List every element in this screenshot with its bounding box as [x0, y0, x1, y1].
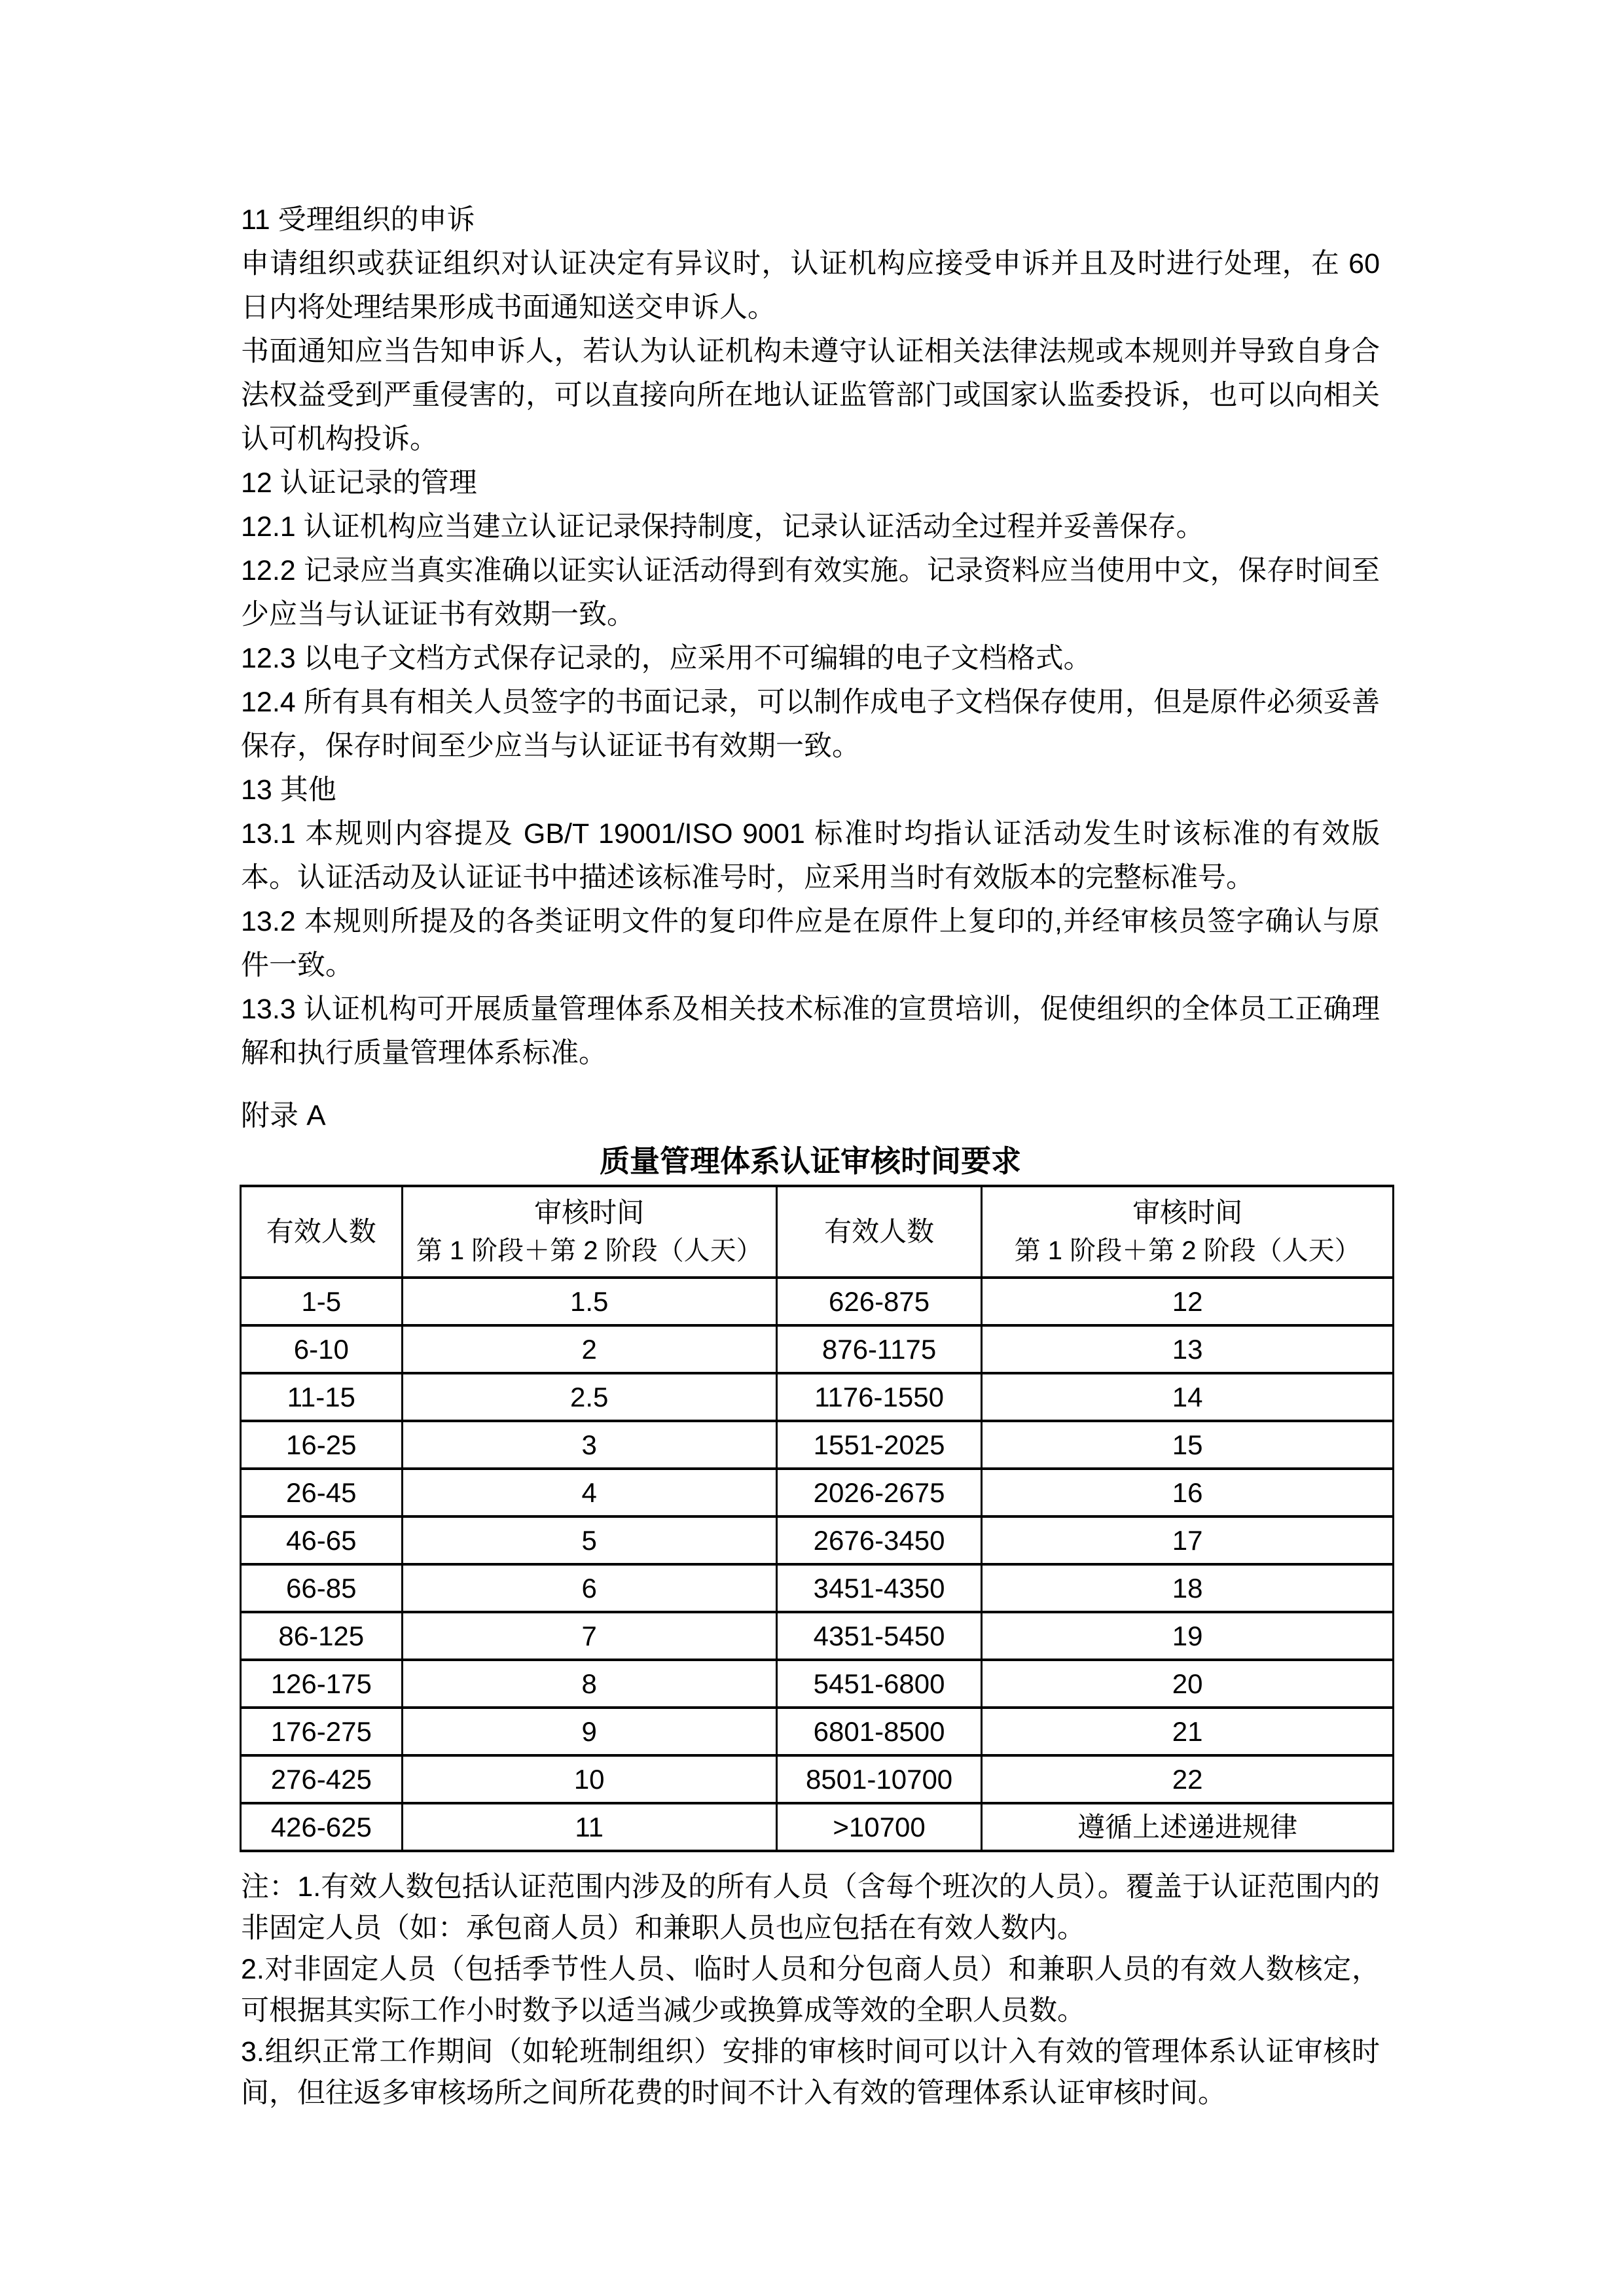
table-row: [241, 1660, 1394, 1708]
column-header: [982, 1186, 1394, 1278]
table-cell: 8501-10700: [776, 1755, 981, 1803]
table-cell: 66-85: [241, 1564, 403, 1612]
table-cell: 1551-2025: [776, 1421, 981, 1469]
body-paragraph: 12.2 记录应当真实准确以证实认证活动得到有效实施。记录资料应当使用中文，保存时间至少应当与认证证书有效期一致。: [241, 555, 1380, 630]
table-title: 质量管理体系认证审核时间要求: [600, 1144, 1021, 1178]
table-notes: [241, 1867, 1380, 2114]
column-header-title: 审核时间: [1132, 1197, 1243, 1228]
table-row: [241, 1325, 1394, 1373]
body-paragraph: 13 其他: [241, 774, 336, 806]
table-row: [241, 1755, 1394, 1803]
column-header-subtitle: 第 1 阶段＋第 2 阶段（人天）: [416, 1236, 763, 1265]
table-cell: 6-10: [241, 1325, 403, 1373]
table-row: [241, 1278, 1394, 1325]
body-paragraph: 书面通知应当告知申诉人，若认为认证机构未遵守认证相关法律法规或本规则并导致自身合法权益受到严重侵害的，可以直接向所在地认证监管部门或国家认监委投诉，也可以向相关认可机构投诉。: [241, 336, 1380, 455]
table-cell: 10: [402, 1755, 776, 1803]
body-paragraph: 12.4 所有具有相关人员签字的书面记录，可以制作成电子文档保存使用，但是原件必须妥善保存，保存时间至少应当与认证证书有效期一致。: [241, 687, 1380, 762]
body-paragraphs: [241, 198, 1380, 1075]
table-row: [241, 1469, 1394, 1516]
column-header-title: 有效人数: [266, 1216, 376, 1247]
column-header-subtitle: 第 1 阶段＋第 2 阶段（人天）: [1014, 1236, 1361, 1265]
table-cell: 626-875: [776, 1278, 981, 1325]
table-row: [241, 1373, 1394, 1421]
table-cell: 21: [982, 1708, 1394, 1755]
table-cell: 19: [982, 1612, 1394, 1660]
column-header: [241, 1186, 403, 1278]
table-cell: 276-425: [241, 1755, 403, 1803]
table-cell: 20: [982, 1660, 1394, 1708]
table-cell: 7: [402, 1612, 776, 1660]
appendix-label: 附录 A: [241, 1100, 326, 1132]
audit-time-table-header: [241, 1186, 1394, 1278]
table-cell: 2676-3450: [776, 1516, 981, 1564]
table-cell: 8: [402, 1660, 776, 1708]
table-cell: 4351-5450: [776, 1612, 981, 1660]
table-cell: 126-175: [241, 1660, 403, 1708]
table-cell: 17: [982, 1516, 1394, 1564]
table-cell: 16-25: [241, 1421, 403, 1469]
table-cell: 11: [402, 1803, 776, 1851]
table-cell: >10700: [776, 1803, 981, 1851]
table-cell: 2: [402, 1325, 776, 1373]
table-cell: 876-1175: [776, 1325, 981, 1373]
table-row: [241, 1421, 1394, 1469]
table-row: [241, 1516, 1394, 1564]
table-cell: 12: [982, 1278, 1394, 1325]
table-cell: 9: [402, 1708, 776, 1755]
table-cell: 6: [402, 1564, 776, 1612]
table-cell: 3451-4350: [776, 1564, 981, 1612]
table-cell: 5: [402, 1516, 776, 1564]
table-cell: 2.5: [402, 1373, 776, 1421]
table-row: [241, 1564, 1394, 1612]
table-cell: 4: [402, 1469, 776, 1516]
table-cell: 13: [982, 1325, 1394, 1373]
table-cell: 1176-1550: [776, 1373, 981, 1421]
table-note: 2.对非固定人员（包括季节性人员、临时人员和分包商人员）和兼职人员的有效人数核定，可根据其实际工作小时数予以适当减少或换算成等效的全职人员数。: [241, 1954, 1380, 2026]
table-cell: 6801-8500: [776, 1708, 981, 1755]
table-note: 注：1.有效人数包括认证范围内涉及的所有人员（含每个班次的人员）。覆盖于认证范围内的非固定人员（如：承包商人员）和兼职人员也应包括在有效人数内。: [241, 1871, 1380, 1944]
table-cell: 5451-6800: [776, 1660, 981, 1708]
body-paragraph: 13.2 本规则所提及的各类证明文件的复印件应是在原件上复印的,并经审核员签字确认与原件一致。: [241, 906, 1380, 981]
table-note: 3.组织正常工作期间（如轮班制组织）安排的审核时间可以计入有效的管理体系认证审核时间，但往返多审核场所之间所花费的时间不计入有效的管理体系认证审核时间。: [241, 2036, 1380, 2109]
table-cell: 18: [982, 1564, 1394, 1612]
body-paragraph: 13.3 认证机构可开展质量管理体系及相关技术标准的宣贯培训，促使组织的全体员工正确理解和执行质量管理体系标准。: [241, 994, 1380, 1069]
table-row: [241, 1612, 1394, 1660]
audit-time-table-body: [241, 1278, 1394, 1851]
table-cell: 遵循上述递进规律: [982, 1803, 1394, 1851]
table-cell: 1.5: [402, 1278, 776, 1325]
table-cell: 14: [982, 1373, 1394, 1421]
table-cell: 22: [982, 1755, 1394, 1803]
body-paragraph: 12.3 以电子文档方式保存记录的，应采用不可编辑的电子文档格式。: [241, 643, 1092, 674]
document-content: [241, 198, 1380, 2114]
table-cell: 2026-2675: [776, 1469, 981, 1516]
table-cell: 11-15: [241, 1373, 403, 1421]
column-header: [402, 1186, 776, 1278]
table-cell: 1-5: [241, 1278, 403, 1325]
table-cell: 46-65: [241, 1516, 403, 1564]
table-cell: 176-275: [241, 1708, 403, 1755]
column-header-title: 有效人数: [824, 1216, 935, 1247]
table-cell: 86-125: [241, 1612, 403, 1660]
table-cell: 426-625: [241, 1803, 403, 1851]
audit-time-table: [240, 1185, 1394, 1852]
table-row: [241, 1708, 1394, 1755]
body-paragraph: 12 认证记录的管理: [241, 467, 477, 499]
column-header-title: 审核时间: [534, 1197, 645, 1228]
table-cell: 15: [982, 1421, 1394, 1469]
table-cell: 26-45: [241, 1469, 403, 1516]
body-paragraph: 11 受理组织的申诉: [241, 204, 475, 236]
body-paragraph: 12.1 认证机构应当建立认证记录保持制度，记录认证活动全过程并妥善保存。: [241, 511, 1204, 543]
column-header: [776, 1186, 981, 1278]
table-header-row: [241, 1186, 1394, 1278]
body-paragraph: 13.1 本规则内容提及 GB/T 19001/ISO 9001 标准时均指认证活动发生时该标准的有效版本。认证活动及认证证书中描述该标准号时，应采用当时有效版本的完整标准号。: [241, 818, 1380, 893]
table-cell: 16: [982, 1469, 1394, 1516]
table-cell: 3: [402, 1421, 776, 1469]
body-paragraph: 申请组织或获证组织对认证决定有异议时，认证机构应接受申诉并且及时进行处理，在 60 日内将处理结果形成书面通知送交申诉人。: [241, 248, 1380, 323]
table-row: [241, 1803, 1394, 1851]
